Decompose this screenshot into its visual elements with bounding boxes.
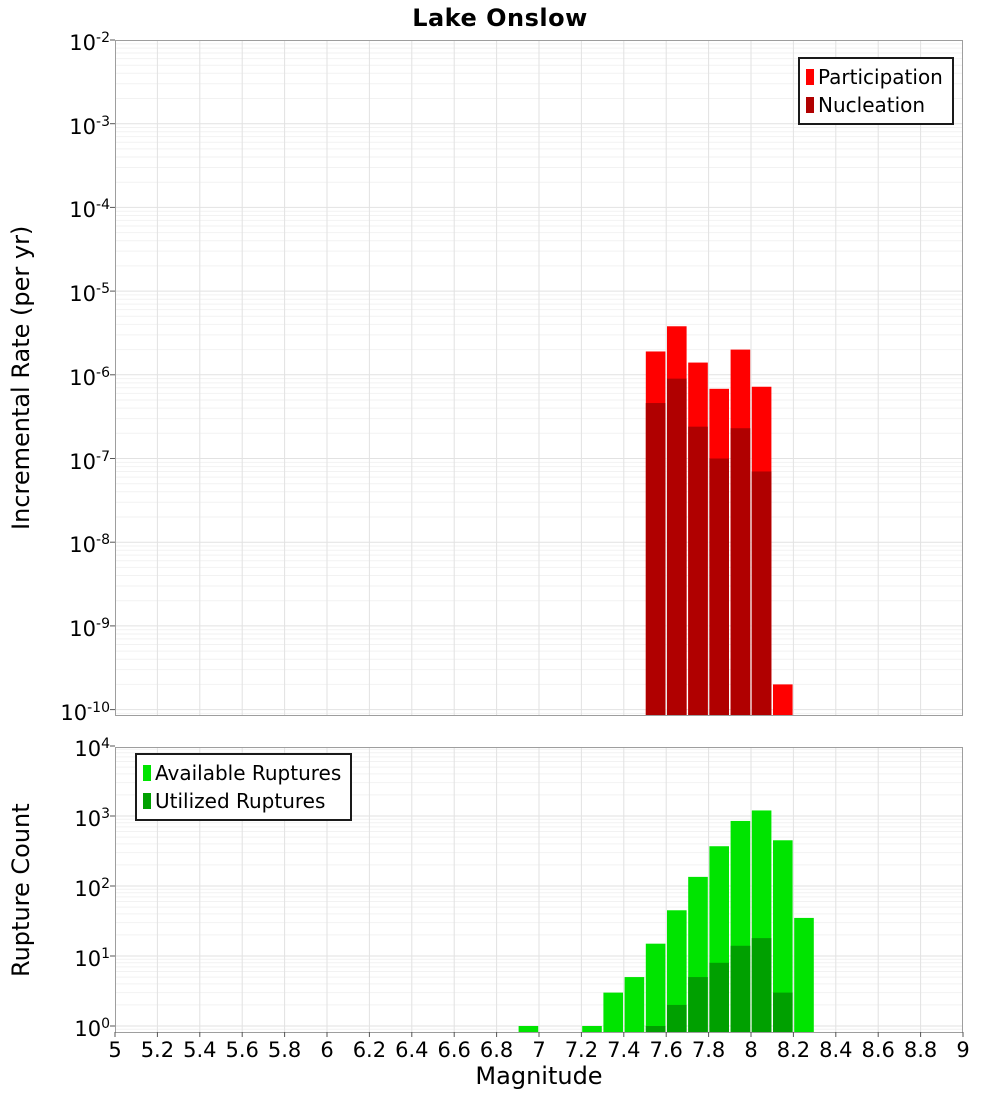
y-tick-label: $10^{-5}$ <box>69 281 110 307</box>
y-tick-label: $10^{-7}$ <box>69 448 110 474</box>
x-tick-label: 5.8 <box>267 1038 302 1062</box>
legend-label-available-ruptures: Available Ruptures <box>155 761 342 785</box>
y-axis-label-rupture-count: Rupture Count <box>7 803 35 977</box>
legend-label-nucleation: Nucleation <box>818 93 926 117</box>
y-tick-label: $10^2$ <box>74 876 110 901</box>
bar-available <box>582 1026 602 1032</box>
x-tick-label: 7 <box>532 1038 546 1062</box>
incremental-rate-plot <box>115 40 963 716</box>
x-tick-label: 7.2 <box>564 1038 599 1062</box>
y-tick-label: $10^4$ <box>74 736 110 761</box>
y-tick-label: $10^1$ <box>74 946 110 971</box>
x-tick-label: 7.6 <box>649 1038 683 1062</box>
available-ruptures-swatch-icon <box>143 765 151 781</box>
y-tick-label: $10^{-8}$ <box>69 532 110 558</box>
bar-nucleation <box>667 379 687 715</box>
bar-utilized <box>688 977 708 1032</box>
x-tick-label: 5 <box>108 1038 122 1062</box>
y-axis-label-incremental-rate: Incremental Rate (per yr) <box>7 225 35 531</box>
x-tick-label: 5.4 <box>183 1038 217 1062</box>
x-tick-label: 8.2 <box>776 1038 811 1062</box>
legend-item-nucleation <box>806 91 943 119</box>
x-axis-label-magnitude: Magnitude <box>475 1062 603 1090</box>
legend-incremental-rate <box>798 57 954 125</box>
legend-item-participation <box>806 63 943 91</box>
x-tick-label: 6.6 <box>437 1038 471 1062</box>
participation-swatch-icon <box>806 69 814 85</box>
y-tick-label: $10^{-10}$ <box>60 699 110 725</box>
bar-nucleation <box>709 459 729 716</box>
bar-available <box>519 1026 539 1032</box>
x-tick-label: 9 <box>956 1038 970 1062</box>
y-tick-label: $10^{-6}$ <box>69 364 110 390</box>
bar-utilized <box>667 1005 687 1032</box>
y-tick-label: $10^3$ <box>74 806 110 831</box>
bar-nucleation <box>752 471 772 715</box>
chart-title: Lake Onslow <box>412 4 588 32</box>
bar-nucleation <box>731 428 751 715</box>
nucleation-swatch-icon <box>806 97 814 113</box>
x-tick-label: 6.2 <box>352 1038 387 1062</box>
bar-nucleation <box>646 403 666 715</box>
legend-item-available-ruptures <box>143 759 341 787</box>
bar-utilized <box>709 963 729 1032</box>
x-tick-label: 8.4 <box>819 1038 853 1062</box>
bar-utilized <box>752 938 772 1032</box>
utilized-ruptures-swatch-icon <box>143 793 151 809</box>
x-tick-label: 5.6 <box>225 1038 259 1062</box>
x-tick-label: 6.4 <box>395 1038 429 1062</box>
x-tick-label: 8.8 <box>903 1038 938 1062</box>
bar-nucleation <box>688 427 708 715</box>
bar-available <box>625 977 645 1032</box>
x-tick-label: 8 <box>744 1038 758 1062</box>
legend-label-participation: Participation <box>818 65 943 89</box>
y-tick-label: $10^0$ <box>74 1016 110 1041</box>
bar-available <box>603 993 623 1032</box>
legend-item-utilized-ruptures <box>143 787 341 815</box>
bar-available <box>794 918 814 1032</box>
x-tick-label: 6.8 <box>479 1038 514 1062</box>
bar-available <box>646 944 666 1032</box>
x-tick-label: 5.2 <box>140 1038 175 1062</box>
y-tick-label: $10^{-2}$ <box>69 30 110 55</box>
x-tick-label: 6 <box>320 1038 334 1062</box>
x-tick-label: 7.4 <box>607 1038 641 1062</box>
bar-utilized <box>731 946 751 1032</box>
y-tick-label: $10^{-9}$ <box>69 615 110 641</box>
bar-utilized <box>773 993 793 1032</box>
y-tick-label: $10^{-3}$ <box>69 113 110 139</box>
bar-participation <box>773 684 793 715</box>
legend-label-utilized-ruptures: Utilized Ruptures <box>155 789 326 813</box>
x-tick-label: 8.6 <box>861 1038 895 1062</box>
bar-utilized <box>646 1026 666 1032</box>
legend-rupture-count <box>135 753 352 821</box>
x-tick-label: 7.8 <box>691 1038 726 1062</box>
y-tick-label: $10^{-4}$ <box>69 197 110 223</box>
